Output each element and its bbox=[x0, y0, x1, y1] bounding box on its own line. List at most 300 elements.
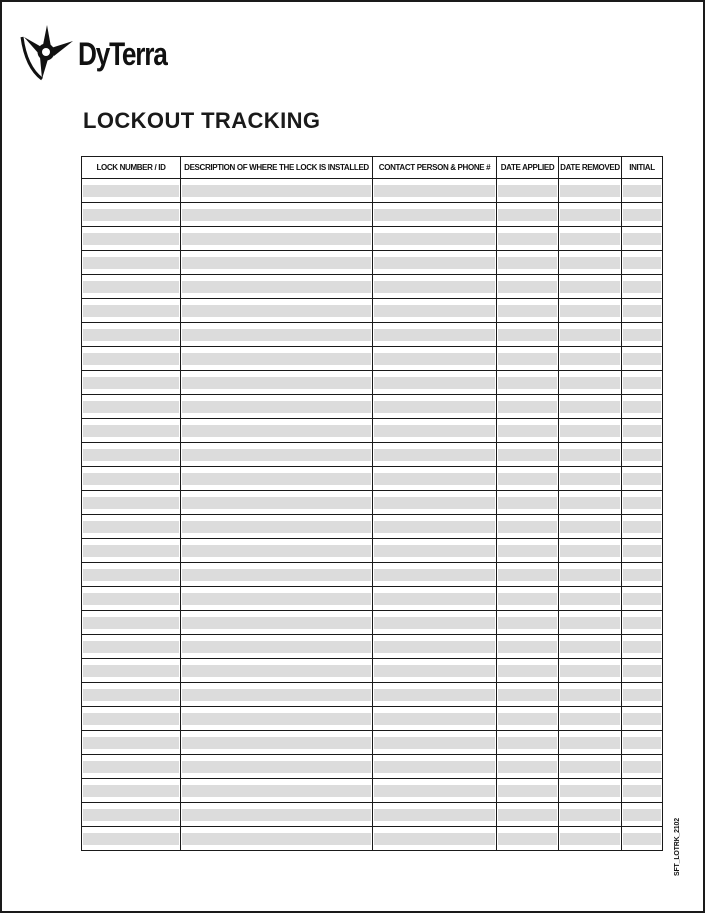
input-field-shading bbox=[374, 833, 495, 845]
cell-description[interactable] bbox=[181, 827, 373, 851]
input-field-shading bbox=[182, 833, 371, 845]
cell-date-applied[interactable] bbox=[497, 203, 559, 227]
cell-contact[interactable] bbox=[373, 563, 497, 587]
cell-date-removed[interactable] bbox=[559, 779, 622, 803]
input-field-shading bbox=[182, 281, 371, 293]
cell-lock-number[interactable] bbox=[82, 539, 181, 563]
cell-date-applied[interactable] bbox=[497, 803, 559, 827]
column-header-initial: INITIAL bbox=[622, 157, 663, 179]
input-field-shading bbox=[374, 617, 495, 629]
input-field-shading bbox=[83, 185, 179, 197]
cell-initial[interactable] bbox=[622, 323, 663, 347]
input-field-shading bbox=[498, 665, 557, 677]
cell-contact[interactable] bbox=[373, 755, 497, 779]
cell-date-applied[interactable] bbox=[497, 731, 559, 755]
cell-date-removed[interactable] bbox=[559, 419, 622, 443]
input-field-shading bbox=[498, 353, 557, 365]
cell-date-removed[interactable] bbox=[559, 683, 622, 707]
input-field-shading bbox=[498, 305, 557, 317]
table-row bbox=[82, 731, 663, 755]
cell-contact[interactable] bbox=[373, 347, 497, 371]
table-row bbox=[82, 179, 663, 203]
input-field-shading bbox=[374, 641, 495, 653]
cell-description[interactable] bbox=[181, 755, 373, 779]
input-field-shading bbox=[623, 497, 661, 509]
table-row bbox=[82, 587, 663, 611]
cell-date-removed[interactable] bbox=[559, 611, 622, 635]
input-field-shading bbox=[560, 473, 620, 485]
input-field-shading bbox=[83, 665, 179, 677]
input-field-shading bbox=[374, 185, 495, 197]
cell-lock-number[interactable] bbox=[82, 275, 181, 299]
input-field-shading bbox=[374, 761, 495, 773]
input-field-shading bbox=[623, 569, 661, 581]
cell-lock-number[interactable] bbox=[82, 299, 181, 323]
cell-description[interactable] bbox=[181, 515, 373, 539]
cell-date-removed[interactable] bbox=[559, 635, 622, 659]
input-field-shading bbox=[560, 329, 620, 341]
input-field-shading bbox=[623, 641, 661, 653]
cell-date-applied[interactable] bbox=[497, 347, 559, 371]
lockout-table bbox=[81, 156, 663, 851]
cell-date-applied[interactable] bbox=[497, 587, 559, 611]
input-field-shading bbox=[182, 329, 371, 341]
input-field-shading bbox=[182, 641, 371, 653]
cell-lock-number[interactable] bbox=[82, 419, 181, 443]
input-field-shading bbox=[560, 737, 620, 749]
input-field-shading bbox=[374, 473, 495, 485]
input-field-shading bbox=[374, 545, 495, 557]
input-field-shading bbox=[83, 425, 179, 437]
input-field-shading bbox=[182, 449, 371, 461]
cell-date-removed[interactable] bbox=[559, 803, 622, 827]
input-field-shading bbox=[374, 521, 495, 533]
input-field-shading bbox=[498, 833, 557, 845]
input-field-shading bbox=[182, 233, 371, 245]
cell-lock-number[interactable] bbox=[82, 683, 181, 707]
cell-date-removed[interactable] bbox=[559, 299, 622, 323]
input-field-shading bbox=[374, 209, 495, 221]
cell-contact[interactable] bbox=[373, 731, 497, 755]
cell-initial[interactable] bbox=[622, 539, 663, 563]
input-field-shading bbox=[374, 233, 495, 245]
cell-lock-number[interactable] bbox=[82, 251, 181, 275]
input-field-shading bbox=[182, 809, 371, 821]
cell-date-removed[interactable] bbox=[559, 515, 622, 539]
page-title: LOCKOUT TRACKING bbox=[83, 108, 321, 133]
cell-lock-number[interactable] bbox=[82, 803, 181, 827]
input-field-shading bbox=[560, 713, 620, 725]
input-field-shading bbox=[560, 545, 620, 557]
cell-contact[interactable] bbox=[373, 491, 497, 515]
cell-description[interactable] bbox=[181, 587, 373, 611]
cell-lock-number[interactable] bbox=[82, 635, 181, 659]
cell-lock-number[interactable] bbox=[82, 203, 181, 227]
cell-initial[interactable] bbox=[622, 779, 663, 803]
cell-description[interactable] bbox=[181, 347, 373, 371]
input-field-shading bbox=[374, 281, 495, 293]
table-header-row bbox=[82, 157, 663, 179]
input-field-shading bbox=[83, 833, 179, 845]
cell-date-applied[interactable] bbox=[497, 491, 559, 515]
cell-lock-number[interactable] bbox=[82, 827, 181, 851]
input-field-shading bbox=[182, 425, 371, 437]
cell-initial[interactable] bbox=[622, 803, 663, 827]
cell-contact[interactable] bbox=[373, 827, 497, 851]
form-code: SFT_LOTRK_2102 bbox=[674, 818, 681, 876]
cell-contact[interactable] bbox=[373, 779, 497, 803]
input-field-shading bbox=[374, 713, 495, 725]
cell-lock-number[interactable] bbox=[82, 563, 181, 587]
cell-initial[interactable] bbox=[622, 203, 663, 227]
cell-description[interactable] bbox=[181, 395, 373, 419]
cell-date-applied[interactable] bbox=[497, 659, 559, 683]
cell-initial[interactable] bbox=[622, 587, 663, 611]
cell-contact[interactable] bbox=[373, 707, 497, 731]
cell-date-applied[interactable] bbox=[497, 443, 559, 467]
cell-date-applied[interactable] bbox=[497, 539, 559, 563]
table-row bbox=[82, 467, 663, 491]
cell-lock-number[interactable] bbox=[82, 395, 181, 419]
cell-description[interactable] bbox=[181, 539, 373, 563]
input-field-shading bbox=[374, 665, 495, 677]
cell-date-removed[interactable] bbox=[559, 443, 622, 467]
cell-date-removed[interactable] bbox=[559, 755, 622, 779]
cell-initial[interactable] bbox=[622, 251, 663, 275]
table-row bbox=[82, 203, 663, 227]
cell-date-removed[interactable] bbox=[559, 539, 622, 563]
cell-initial[interactable] bbox=[622, 683, 663, 707]
input-field-shading bbox=[374, 329, 495, 341]
table-row bbox=[82, 323, 663, 347]
cell-date-applied[interactable] bbox=[497, 323, 559, 347]
input-field-shading bbox=[623, 593, 661, 605]
input-field-shading bbox=[374, 593, 495, 605]
input-field-shading bbox=[560, 833, 620, 845]
column-header-description: DESCRIPTION OF WHERE THE LOCK IS INSTALLED bbox=[181, 157, 373, 179]
cell-date-applied[interactable] bbox=[497, 227, 559, 251]
cell-initial[interactable] bbox=[622, 707, 663, 731]
cell-lock-number[interactable] bbox=[82, 707, 181, 731]
cell-date-applied[interactable] bbox=[497, 275, 559, 299]
cell-date-applied[interactable] bbox=[497, 251, 559, 275]
cell-description[interactable] bbox=[181, 635, 373, 659]
cell-description[interactable] bbox=[181, 179, 373, 203]
cell-contact[interactable] bbox=[373, 395, 497, 419]
cell-description[interactable] bbox=[181, 443, 373, 467]
input-field-shading bbox=[83, 617, 179, 629]
cell-date-removed[interactable] bbox=[559, 371, 622, 395]
cell-lock-number[interactable] bbox=[82, 779, 181, 803]
cell-lock-number[interactable] bbox=[82, 491, 181, 515]
input-field-shading bbox=[83, 209, 179, 221]
input-field-shading bbox=[83, 713, 179, 725]
cell-date-removed[interactable] bbox=[559, 203, 622, 227]
cell-date-applied[interactable] bbox=[497, 827, 559, 851]
input-field-shading bbox=[83, 737, 179, 749]
input-field-shading bbox=[560, 809, 620, 821]
cell-initial[interactable] bbox=[622, 467, 663, 491]
cell-description[interactable] bbox=[181, 707, 373, 731]
table-row bbox=[82, 347, 663, 371]
cell-contact[interactable] bbox=[373, 467, 497, 491]
cell-contact[interactable] bbox=[373, 803, 497, 827]
cell-lock-number[interactable] bbox=[82, 611, 181, 635]
cell-description[interactable] bbox=[181, 683, 373, 707]
cell-contact[interactable] bbox=[373, 587, 497, 611]
cell-lock-number[interactable] bbox=[82, 179, 181, 203]
cell-contact[interactable] bbox=[373, 443, 497, 467]
cell-initial[interactable] bbox=[622, 635, 663, 659]
cell-lock-number[interactable] bbox=[82, 347, 181, 371]
input-field-shading bbox=[182, 689, 371, 701]
cell-initial[interactable] bbox=[622, 347, 663, 371]
table-row bbox=[82, 515, 663, 539]
cell-date-applied[interactable] bbox=[497, 371, 559, 395]
input-field-shading bbox=[560, 617, 620, 629]
table-row bbox=[82, 563, 663, 587]
table-row bbox=[82, 659, 663, 683]
cell-description[interactable] bbox=[181, 419, 373, 443]
cell-description[interactable] bbox=[181, 731, 373, 755]
input-field-shading bbox=[83, 281, 179, 293]
dyterra-mark-icon bbox=[18, 23, 76, 81]
cell-initial[interactable] bbox=[622, 491, 663, 515]
table-row bbox=[82, 755, 663, 779]
cell-contact[interactable] bbox=[373, 539, 497, 563]
input-field-shading bbox=[83, 233, 179, 245]
input-field-shading bbox=[498, 713, 557, 725]
input-field-shading bbox=[83, 785, 179, 797]
cell-date-removed[interactable] bbox=[559, 395, 622, 419]
input-field-shading bbox=[623, 305, 661, 317]
cell-date-applied[interactable] bbox=[497, 467, 559, 491]
cell-contact[interactable] bbox=[373, 683, 497, 707]
input-field-shading bbox=[560, 425, 620, 437]
input-field-shading bbox=[374, 785, 495, 797]
input-field-shading bbox=[182, 257, 371, 269]
input-field-shading bbox=[182, 545, 371, 557]
cell-date-removed[interactable] bbox=[559, 563, 622, 587]
cell-date-applied[interactable] bbox=[497, 179, 559, 203]
cell-date-applied[interactable] bbox=[497, 299, 559, 323]
input-field-shading bbox=[498, 545, 557, 557]
input-field-shading bbox=[83, 449, 179, 461]
table-row bbox=[82, 539, 663, 563]
cell-initial[interactable] bbox=[622, 827, 663, 851]
input-field-shading bbox=[560, 689, 620, 701]
input-field-shading bbox=[623, 401, 661, 413]
input-field-shading bbox=[498, 497, 557, 509]
cell-contact[interactable] bbox=[373, 179, 497, 203]
input-field-shading bbox=[623, 329, 661, 341]
input-field-shading bbox=[498, 569, 557, 581]
input-field-shading bbox=[623, 377, 661, 389]
input-field-shading bbox=[623, 665, 661, 677]
input-field-shading bbox=[623, 281, 661, 293]
input-field-shading bbox=[374, 257, 495, 269]
input-field-shading bbox=[560, 257, 620, 269]
cell-description[interactable] bbox=[181, 323, 373, 347]
input-field-shading bbox=[623, 713, 661, 725]
cell-date-removed[interactable] bbox=[559, 179, 622, 203]
input-field-shading bbox=[560, 185, 620, 197]
cell-date-applied[interactable] bbox=[497, 563, 559, 587]
cell-initial[interactable] bbox=[622, 275, 663, 299]
cell-initial[interactable] bbox=[622, 179, 663, 203]
input-field-shading bbox=[182, 473, 371, 485]
cell-description[interactable] bbox=[181, 203, 373, 227]
cell-date-applied[interactable] bbox=[497, 611, 559, 635]
cell-date-removed[interactable] bbox=[559, 227, 622, 251]
input-field-shading bbox=[83, 689, 179, 701]
cell-initial[interactable] bbox=[622, 227, 663, 251]
input-field-shading bbox=[498, 785, 557, 797]
cell-initial[interactable] bbox=[622, 755, 663, 779]
input-field-shading bbox=[623, 449, 661, 461]
input-field-shading bbox=[83, 401, 179, 413]
cell-contact[interactable] bbox=[373, 635, 497, 659]
cell-initial[interactable] bbox=[622, 395, 663, 419]
input-field-shading bbox=[623, 617, 661, 629]
input-field-shading bbox=[623, 521, 661, 533]
input-field-shading bbox=[374, 449, 495, 461]
brand-name: DyTerra bbox=[78, 35, 167, 72]
cell-contact[interactable] bbox=[373, 323, 497, 347]
input-field-shading bbox=[182, 401, 371, 413]
cell-date-removed[interactable] bbox=[559, 707, 622, 731]
cell-description[interactable] bbox=[181, 659, 373, 683]
cell-date-removed[interactable] bbox=[559, 275, 622, 299]
input-field-shading bbox=[374, 353, 495, 365]
input-field-shading bbox=[182, 305, 371, 317]
cell-contact[interactable] bbox=[373, 203, 497, 227]
cell-description[interactable] bbox=[181, 251, 373, 275]
cell-lock-number[interactable] bbox=[82, 731, 181, 755]
input-field-shading bbox=[623, 233, 661, 245]
input-field-shading bbox=[498, 401, 557, 413]
cell-lock-number[interactable] bbox=[82, 443, 181, 467]
input-field-shading bbox=[374, 305, 495, 317]
input-field-shading bbox=[83, 761, 179, 773]
table-row bbox=[82, 251, 663, 275]
cell-description[interactable] bbox=[181, 779, 373, 803]
cell-description[interactable] bbox=[181, 803, 373, 827]
cell-description[interactable] bbox=[181, 275, 373, 299]
cell-date-removed[interactable] bbox=[559, 251, 622, 275]
cell-date-removed[interactable] bbox=[559, 347, 622, 371]
cell-initial[interactable] bbox=[622, 443, 663, 467]
cell-date-applied[interactable] bbox=[497, 683, 559, 707]
table-row bbox=[82, 491, 663, 515]
cell-date-applied[interactable] bbox=[497, 515, 559, 539]
cell-date-applied[interactable] bbox=[497, 779, 559, 803]
cell-initial[interactable] bbox=[622, 611, 663, 635]
input-field-shading bbox=[498, 377, 557, 389]
cell-date-applied[interactable] bbox=[497, 707, 559, 731]
cell-date-applied[interactable] bbox=[497, 755, 559, 779]
table-row bbox=[82, 395, 663, 419]
cell-date-removed[interactable] bbox=[559, 827, 622, 851]
cell-contact[interactable] bbox=[373, 611, 497, 635]
cell-lock-number[interactable] bbox=[82, 515, 181, 539]
cell-contact[interactable] bbox=[373, 227, 497, 251]
cell-description[interactable] bbox=[181, 611, 373, 635]
cell-lock-number[interactable] bbox=[82, 587, 181, 611]
cell-date-applied[interactable] bbox=[497, 419, 559, 443]
input-field-shading bbox=[623, 545, 661, 557]
input-field-shading bbox=[83, 329, 179, 341]
cell-initial[interactable] bbox=[622, 419, 663, 443]
cell-description[interactable] bbox=[181, 563, 373, 587]
cell-date-applied[interactable] bbox=[497, 635, 559, 659]
cell-initial[interactable] bbox=[622, 731, 663, 755]
cell-contact[interactable] bbox=[373, 371, 497, 395]
cell-lock-number[interactable] bbox=[82, 371, 181, 395]
cell-description[interactable] bbox=[181, 371, 373, 395]
cell-date-removed[interactable] bbox=[559, 659, 622, 683]
input-field-shading bbox=[83, 305, 179, 317]
cell-lock-number[interactable] bbox=[82, 755, 181, 779]
cell-date-removed[interactable] bbox=[559, 491, 622, 515]
input-field-shading bbox=[623, 257, 661, 269]
input-field-shading bbox=[560, 569, 620, 581]
cell-date-removed[interactable] bbox=[559, 323, 622, 347]
input-field-shading bbox=[182, 761, 371, 773]
cell-date-applied[interactable] bbox=[497, 395, 559, 419]
cell-contact[interactable] bbox=[373, 275, 497, 299]
cell-description[interactable] bbox=[181, 491, 373, 515]
cell-contact[interactable] bbox=[373, 299, 497, 323]
input-field-shading bbox=[498, 209, 557, 221]
input-field-shading bbox=[498, 809, 557, 821]
cell-lock-number[interactable] bbox=[82, 467, 181, 491]
input-field-shading bbox=[560, 665, 620, 677]
cell-date-removed[interactable] bbox=[559, 731, 622, 755]
cell-date-removed[interactable] bbox=[559, 467, 622, 491]
input-field-shading bbox=[498, 641, 557, 653]
column-header-contact: CONTACT PERSON & PHONE # bbox=[373, 157, 497, 179]
table-row bbox=[82, 371, 663, 395]
cell-contact[interactable] bbox=[373, 419, 497, 443]
cell-description[interactable] bbox=[181, 227, 373, 251]
cell-initial[interactable] bbox=[622, 659, 663, 683]
input-field-shading bbox=[623, 809, 661, 821]
cell-lock-number[interactable] bbox=[82, 323, 181, 347]
table-row bbox=[82, 779, 663, 803]
input-field-shading bbox=[374, 497, 495, 509]
input-field-shading bbox=[374, 689, 495, 701]
cell-date-removed[interactable] bbox=[559, 587, 622, 611]
input-field-shading bbox=[374, 425, 495, 437]
cell-lock-number[interactable] bbox=[82, 227, 181, 251]
table-row bbox=[82, 803, 663, 827]
cell-initial[interactable] bbox=[622, 515, 663, 539]
input-field-shading bbox=[498, 473, 557, 485]
input-field-shading bbox=[374, 569, 495, 581]
cell-lock-number[interactable] bbox=[82, 659, 181, 683]
cell-initial[interactable] bbox=[622, 371, 663, 395]
cell-contact[interactable] bbox=[373, 251, 497, 275]
cell-initial[interactable] bbox=[622, 299, 663, 323]
cell-description[interactable] bbox=[181, 467, 373, 491]
cell-initial[interactable] bbox=[622, 563, 663, 587]
cell-contact[interactable] bbox=[373, 659, 497, 683]
input-field-shading bbox=[623, 425, 661, 437]
cell-contact[interactable] bbox=[373, 515, 497, 539]
input-field-shading bbox=[182, 593, 371, 605]
cell-description[interactable] bbox=[181, 299, 373, 323]
